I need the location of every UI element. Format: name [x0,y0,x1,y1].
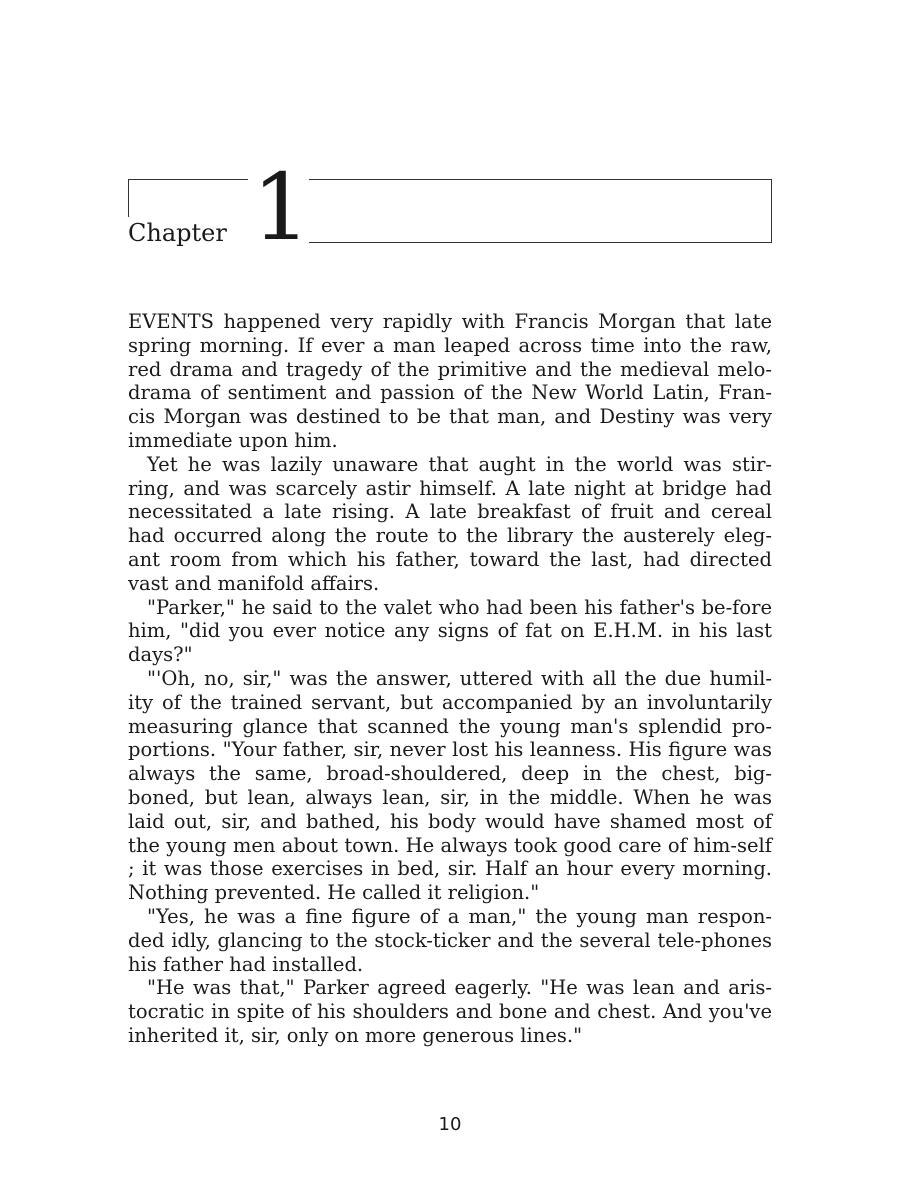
paragraph: EVENTS happened very rapidly with Francis Morgan that late spring morning. If ever a man leaped across time into the raw, red drama and tragedy of the primitive and the medieval melo-drama of sentiment and passion of the New World Latin, Fran-cis Morgan was destined to be that man, and Destiny was very immediate upon him. [128,310,772,452]
heading-rule-box [309,179,772,243]
chapter-label: Chapter [128,219,227,247]
heading-rule-tick [128,179,129,217]
chapter-heading [128,154,772,261]
paragraph: "Yes, he was a fine figure of a man," the young man respon-ded idly, glancing to the stock-ticker and the several tele-phones his father had installed. [128,904,772,976]
page-number: 10 [438,1114,462,1135]
paragraph: "'Oh, no, sir," was the answer, uttered with all the due humil-ity of the trained servant, but accompanied by an involuntarily measuring glance that scanned the young man's splendid pro-portions. "Your father, sir, never lost his leanness. His figure was always the same, broad-shouldered, deep in the chest, big-boned, but lean, always lean, sir, in the middle. When he was laid out, sir, and bathed, his body would have shamed most of the young men about town. He always took good care of him-self ; it was those exercises in bed, sir. Half an hour every morning. Nothing prevented. He called it religion." [128,666,772,905]
paragraph: "Parker," he said to the valet who had been his father's be-fore him, "did you ever notice any signs of fat on E.H.M. in his last days?" [128,595,772,667]
paragraph: "He was that," Parker agreed eagerly. "He was lean and aris-tocratic in spite of his shoulders and bone and chest. And you've inherited it, sir, only on more generous lines." [128,976,772,1047]
heading-rule-left [128,179,248,180]
paragraph: Yet he was lazily unaware that aught in the world was stir-ring, and was scarcely astir himself. A late night at bridge had necessitated a late rising. A late breakfast of fruit and cereal had occurred along the route to the library the austerely eleg-ant room from which his father, toward the last, had directed vast and manifold affairs. [128,452,772,595]
chapter-body [128,310,772,1048]
chapter-number: 1 [252,154,311,261]
